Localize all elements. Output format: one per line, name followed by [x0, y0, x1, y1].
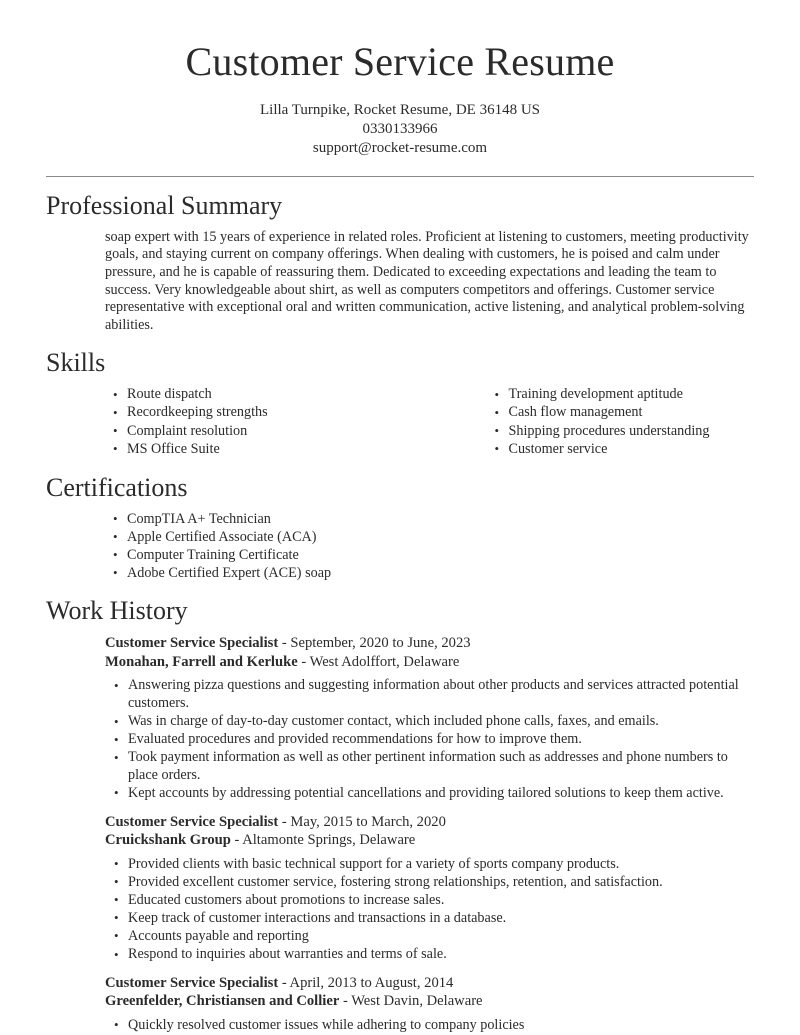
job-bullets: [105, 856, 754, 964]
list-item: • Training development aptitude: [487, 386, 755, 404]
page-title: Customer Service Resume: [185, 39, 615, 84]
list-item: • Took payment information as well as other pertinent information such as addresses and phone numbers to place orders.: [105, 749, 754, 784]
job-location: - Altamonte Springs, Delaware: [230, 832, 416, 849]
job-company-line: [105, 653, 754, 672]
job-dates: - May, 2015 to March, 2020: [278, 813, 446, 830]
header-divider: [46, 176, 754, 177]
contact-block: [46, 101, 754, 158]
list-item: • Evaluated procedures and provided recommendations for how to improve them.: [105, 731, 754, 749]
section-heading-certifications: Certifications: [46, 472, 188, 502]
professional-summary-body: [46, 229, 754, 335]
list-item: • Kept accounts by addressing potential cancellations and providing tailored solutions to keep them active.: [105, 785, 754, 803]
list-item: • Educated customers about promotions to increase sales.: [105, 892, 754, 910]
list-item: • Provided excellent customer service, fostering strong relationships, retention, and satisfaction.: [105, 874, 754, 892]
job-location: - West Davin, Delaware: [339, 993, 483, 1010]
job-company: Greenfelder, Christiansen and Collier: [105, 993, 340, 1010]
section-heading-professional-summary: Professional Summary: [46, 191, 283, 220]
work-history-job: [46, 974, 754, 1035]
skills-column-left: [105, 386, 430, 458]
professional-summary-text: soap expert with 15 years of experience in related roles. Proficient at listening to customers, meeting productivity goals, and staying current on company offerings. When dealing with customers, he is poised and calm under pressure, and he is capable of reassuring them. Dedicated to exceeding expectations and leading the team to success. Very knowledgeable about shirt, as well as computers competitors and offerings. Customer service representative with exceptional oral and written communication, active listening, and analytical problem-solving abilities.: [105, 228, 749, 333]
list-item: • Apple Certified Associate (ACA): [105, 529, 754, 547]
section-skills: [46, 348, 754, 458]
list-item: • Cash flow management: [487, 404, 755, 422]
list-item: • Quickly resolved customer issues while adhering to company policies: [105, 1017, 754, 1035]
job-dates: - September, 2020 to June, 2023: [278, 635, 471, 652]
list-item: • Accounts payable and reporting: [105, 928, 754, 946]
job-title-line: [105, 974, 754, 993]
job-location: - West Adolffort, Delaware: [297, 653, 460, 670]
skills-list-right: [487, 386, 755, 458]
section-work-history: [46, 596, 754, 1034]
certifications-body: [46, 511, 754, 583]
skills-list-left: [105, 386, 430, 458]
job-title-line: [105, 813, 754, 832]
list-item: • CompTIA A+ Technician: [105, 511, 754, 529]
list-item: • Was in charge of day-to-day customer contact, which included phone calls, faxes, and emails.: [105, 713, 754, 731]
skills-column-right: [430, 386, 755, 458]
job-title: Customer Service Specialist: [105, 974, 279, 991]
list-item: • Route dispatch: [105, 386, 430, 404]
list-item: • Respond to inquiries about warranties and terms of sale.: [105, 946, 754, 964]
list-item: • Adobe Certified Expert (ACE) soap: [105, 565, 754, 583]
job-bullets: [105, 677, 754, 802]
job-company-line: [105, 992, 754, 1011]
section-heading-skills: Skills: [46, 348, 106, 378]
list-item: • MS Office Suite: [105, 441, 430, 459]
list-item: • Complaint resolution: [105, 423, 430, 441]
contact-email: support@rocket-resume.com: [312, 140, 488, 156]
certifications-list: [105, 511, 754, 583]
job-company-line: [105, 831, 754, 850]
section-certifications: [46, 473, 754, 583]
list-item: • Computer Training Certificate: [105, 547, 754, 565]
job-company: Monahan, Farrell and Kerluke: [105, 653, 298, 670]
contact-phone: 0330133966: [362, 121, 438, 137]
contact-address: Lilla Turnpike, Rocket Resume, DE 36148 US: [260, 102, 540, 118]
job-title: Customer Service Specialist: [105, 813, 279, 830]
list-item: • Provided clients with basic technical support for a variety of sports company products.: [105, 856, 754, 874]
skills-columns: [46, 386, 754, 458]
work-history-job: [46, 813, 754, 964]
work-history-job: [46, 634, 754, 802]
list-item: • Keep track of customer interactions and transactions in a database.: [105, 910, 754, 928]
job-company: Cruickshank Group: [105, 832, 231, 849]
job-bullets: [105, 1017, 754, 1035]
section-professional-summary: [46, 191, 754, 334]
list-item: • Answering pizza questions and suggesting information about other products and services attracted potential customers.: [105, 677, 754, 712]
job-dates: - April, 2013 to August, 2014: [278, 974, 454, 991]
list-item: • Customer service: [487, 441, 755, 459]
section-heading-work-history: Work History: [46, 596, 188, 626]
list-item: • Recordkeeping strengths: [105, 404, 430, 422]
job-title: Customer Service Specialist: [105, 635, 279, 652]
list-item: • Shipping procedures understanding: [487, 423, 755, 441]
job-title-line: [105, 634, 754, 653]
